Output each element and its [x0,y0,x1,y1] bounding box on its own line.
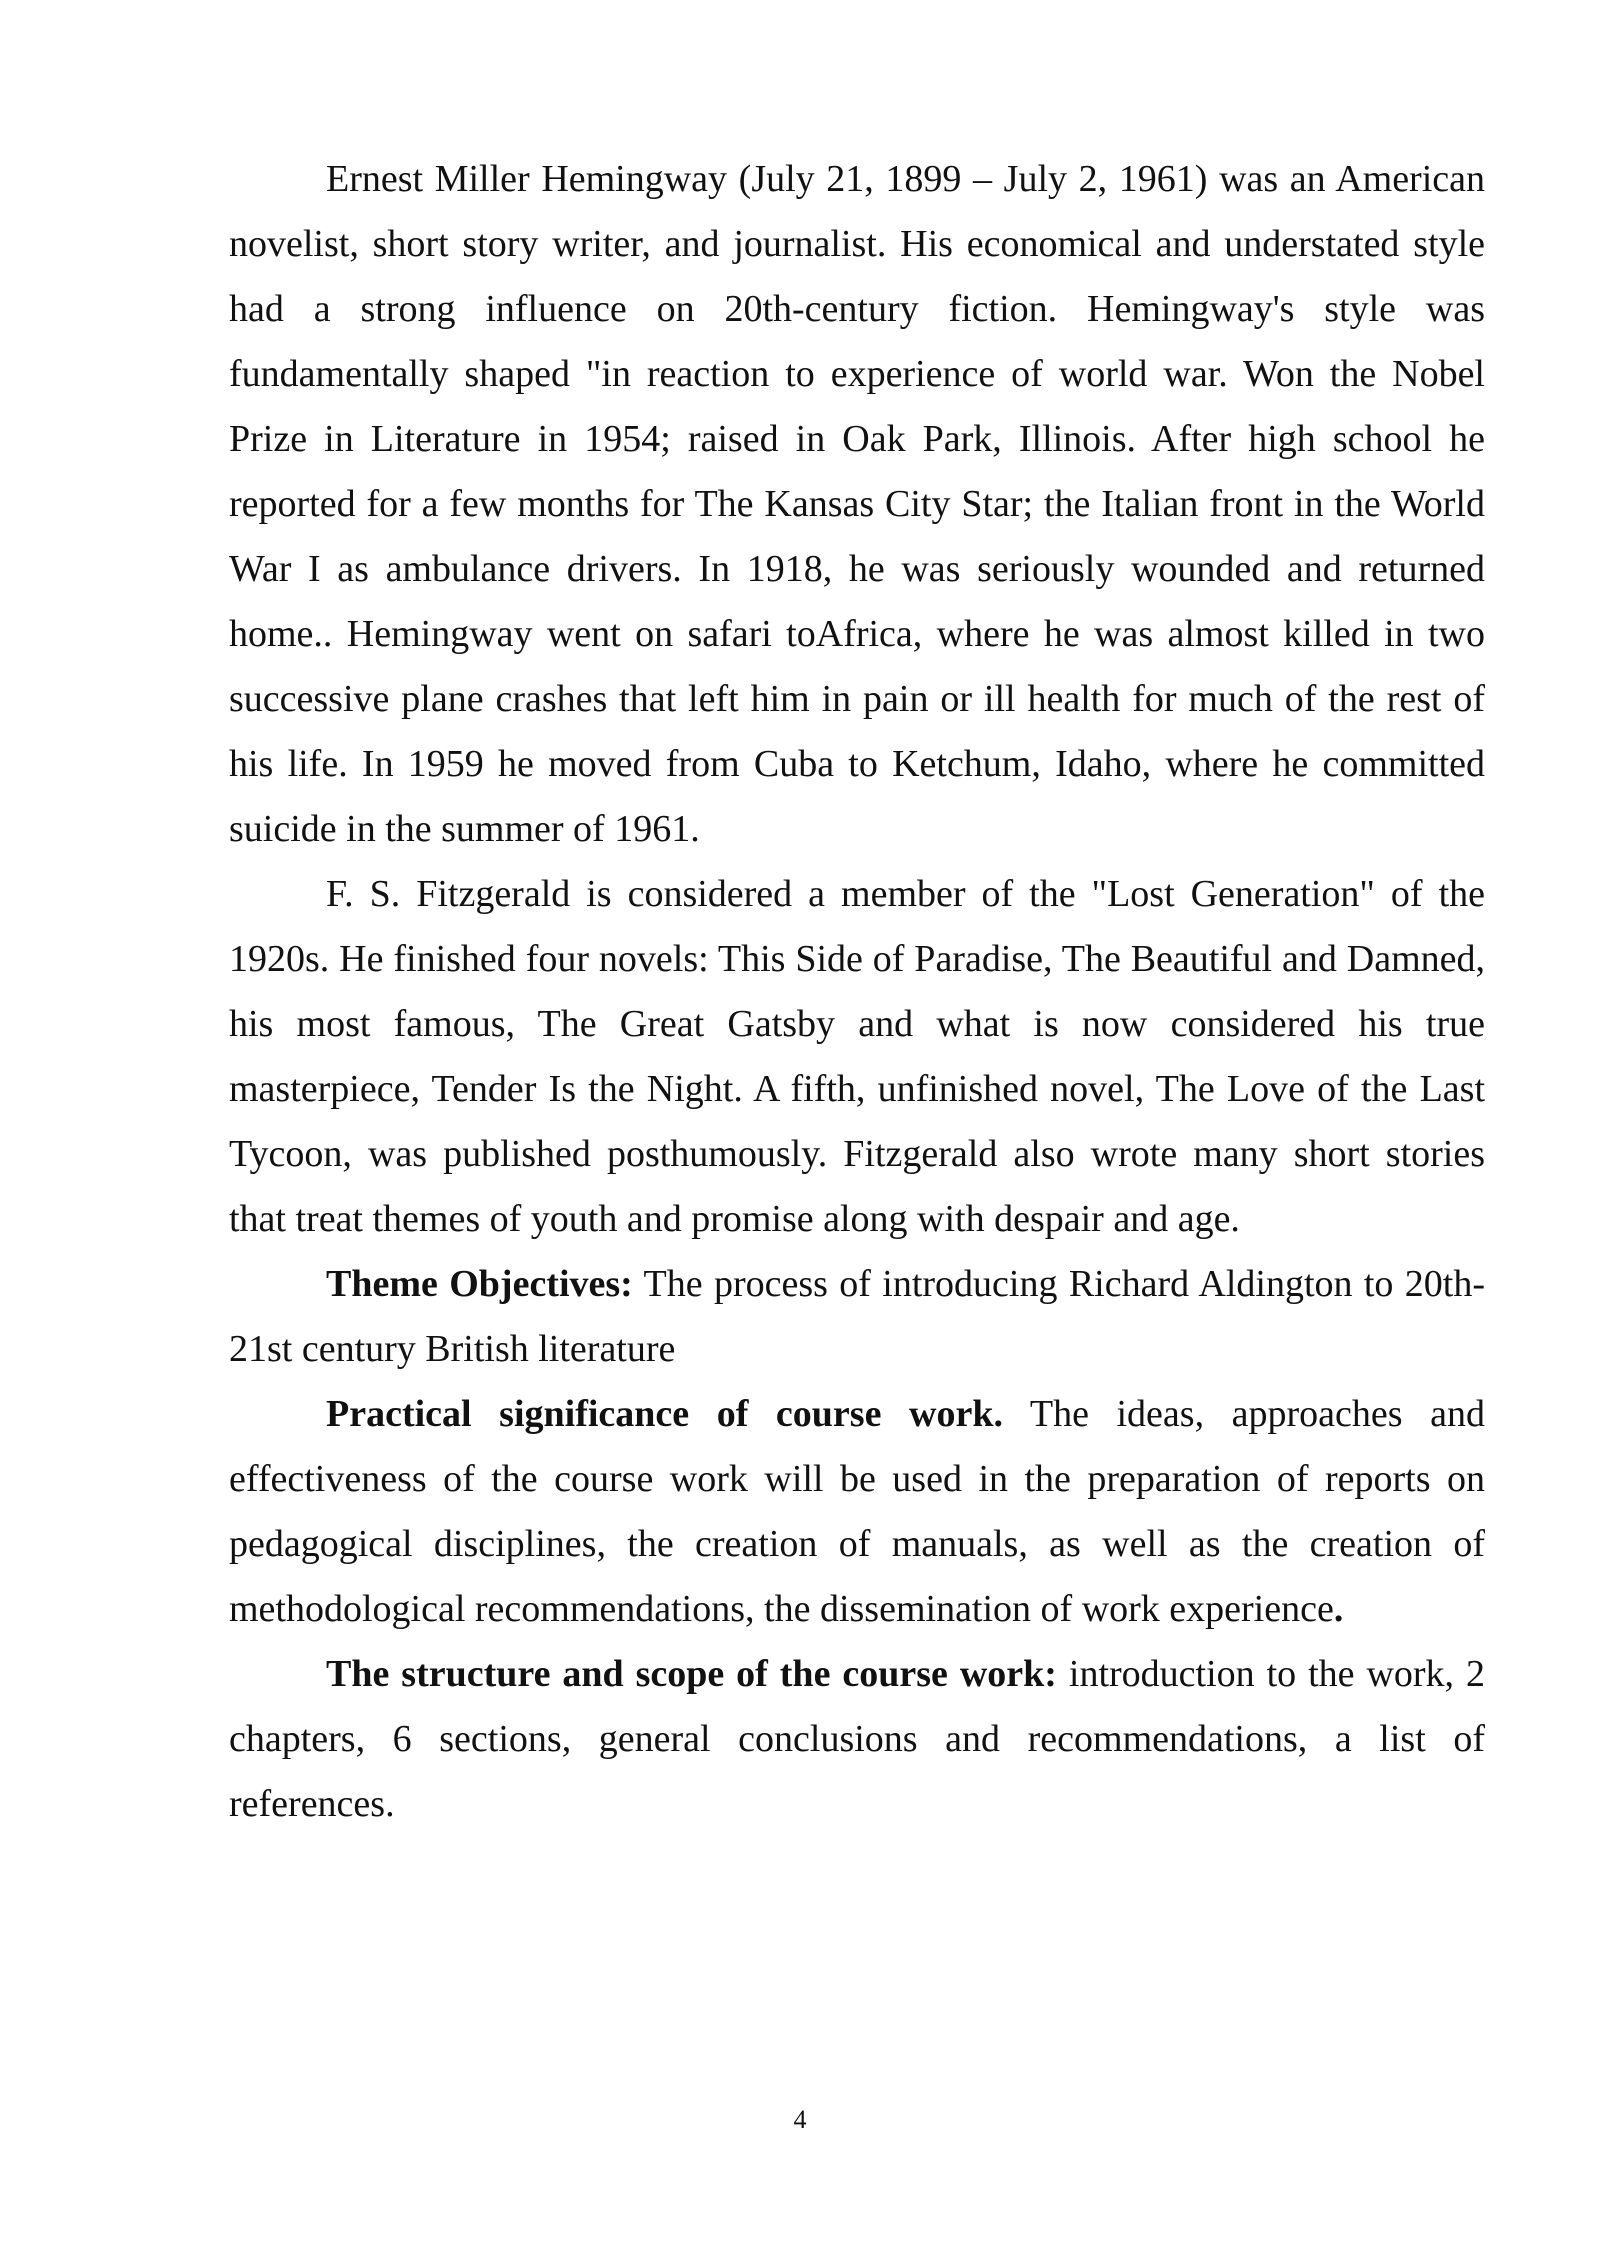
paragraph-text: The process of introducing Richard Aldington to 20th-21st century British literature [229,1263,1485,1370]
paragraph-structure-scope [229,1642,1485,1837]
paragraph-practical-significance [229,1382,1485,1642]
paragraph-text: The ideas, approaches and effectiveness of the course work will be used in the preparation of reports on pedagogical disciplines, the creation of manuals, as well as the creation of methodological recommendations, the dissemination of work experience [229,1393,1485,1630]
paragraph-end-mark: . [1333,1588,1344,1630]
paragraph-text: Ernest Miller Hemingway (July 21, 1899 – July 2, 1961) was an American novelist, short story writer, and journalist. His economical and understated style had a strong influence on 20th-century fiction. Hemingway's style was fundamentally shaped "in reaction to experience of world war. Won the Nobel Prize in Literature in 1954; raised in Oak Park, Illinois. After high school he reported for a few months for The Kansas City Star; the Italian front in the World War I as ambulance drivers. In 1918, he was seriously wounded and returned home.. Hemingway went on safari toAfrica, where he was almost killed in two successive plane crashes that left him in pain or ill health for much of the rest of his life. In 1959 he moved from Cuba to Ketchum, Idaho, where he committed suicide in the summer of 1961. [229,158,1485,850]
paragraph-hemingway [229,147,1485,862]
page-number: 4 [793,2105,807,2134]
document-body [229,147,1485,1837]
paragraph-heading: Practical significance of course work. [326,1393,1003,1435]
paragraph-heading: Theme Objectives: [326,1263,633,1305]
paragraph-heading: The structure and scope of the course work: [326,1653,1057,1695]
paragraph-fitzgerald [229,862,1485,1252]
paragraph-theme-objectives [229,1252,1485,1382]
paragraph-text: introduction to the work, 2 chapters, 6 sections, general conclusions and recommendations, a list of references. [229,1653,1485,1825]
paragraph-text: F. S. Fitzgerald is considered a member of the "Lost Generation" of the 1920s. He finished four novels: This Side of Paradise, The Beautiful and Damned, his most famous, The Great Gatsby and what is now considered his true masterpiece, Tender Is the Night. A fifth, unfinished novel, The Love of the Last Tycoon, was published posthumously. Fitzgerald also wrote many short stories that treat themes of youth and promise along with despair and age. [229,873,1485,1240]
